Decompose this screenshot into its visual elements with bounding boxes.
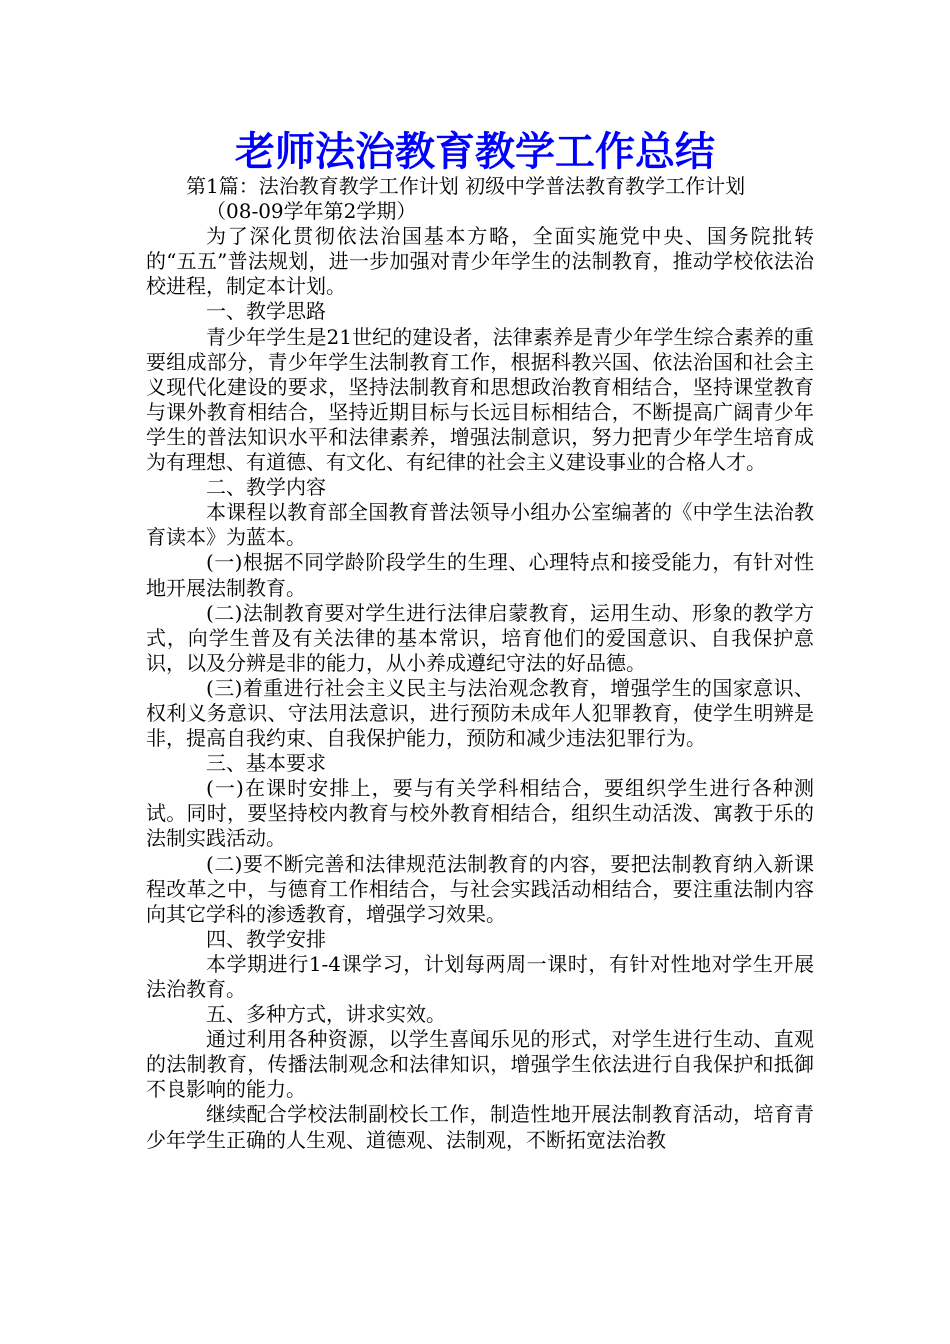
paragraph: 五、多种方式，讲求实效。 <box>206 1002 446 1027</box>
paragraph: 青少年学生是21世纪的建设者，法律素养是青少年学生综合素养的重要组成部分，青少年学生法制教育工作，根据科教兴国、依法治国和社会主义现代化建设的要求，坚持法制教育和思想政治教育相结合，坚持课堂教育与课外教育相结合，坚持近期目标与长远目标相结合，不断提高广阔青少年学生的普法知识水平和法律素养，增强法制意识，努力把青少年学生培育成为有理想、有道德、有文化、有纪律的社会主义建设事业的合格人才。 <box>146 324 814 475</box>
paragraph: (三)着重进行社会主义民主与法治观念教育，增强学生的国家意识、权利义务意识、守法用法意识，进行预防未成年人犯罪教育，使学生明辨是非，提高自我约束、自我保护能力，预防和减少违法犯罪行为。 <box>146 675 814 751</box>
document-title: 老师法治教育教学工作总结 <box>235 129 715 175</box>
paragraph: (二)法制教育要对学生进行法律启蒙教育，运用生动、形象的教学方式，向学生普及有关法律的基本常识，培育他们的爱国意识、自我保护意识，以及分辨是非的能力，从小养成遵纪守法的好品德。 <box>146 600 814 675</box>
paragraph: (一)根据不同学龄阶段学生的生理、心理特点和接受能力，有针对性地开展法制教育。 <box>146 550 814 600</box>
paragraph: 二、教学内容 <box>206 475 326 500</box>
paragraph: （08-09学年第2学期） <box>206 199 417 224</box>
paragraph: 三、基本要求 <box>206 751 326 776</box>
paragraph: 一、教学思路 <box>206 299 326 324</box>
document-body <box>146 174 814 1153</box>
paragraph: 本课程以教育部全国教育普法领导小组办公室编著的《中学生法治教育读本》为蓝本。 <box>146 500 814 550</box>
paragraph: (一)在课时安排上，要与有关学科相结合，要组织学生进行各种测试。同时，要坚持校内教育与校外教育相结合，组织生动活泼、寓教于乐的法制实践活动。 <box>146 776 814 851</box>
paragraph: 本学期进行1-4课学习，计划每两周一课时，有针对性地对学生开展法治教育。 <box>146 951 814 1001</box>
paragraph: 四、教学安排 <box>206 926 326 951</box>
paragraph: (二)要不断完善和法律规范法制教育的内容，要把法制教育纳入新课程改革之中，与德育工作相结合，与社会实践活动相结合，要注重法制内容向其它学科的渗透教育，增强学习效果。 <box>146 851 814 926</box>
paragraph: 通过利用各种资源，以学生喜闻乐见的形式，对学生进行生动、直观的法制教育，传播法制观念和法律知识，增强学生依法进行自我保护和抵御不良影响的能力。 <box>146 1027 814 1102</box>
paragraph: 继续配合学校法制副校长工作，制造性地开展法制教育活动，培育青少年学生正确的人生观、道德观、法制观，不断拓宽法治教 <box>146 1102 814 1152</box>
paragraph: 为了深化贯彻依法治国基本方略，全面实施党中央、国务院批转的“五五”普法规划，进一步加强对青少年学生的法制教育，推动学校依法治校进程，制定本计划。 <box>146 224 814 299</box>
paragraph: 第1篇：法治教育教学工作计划 初级中学普法教育教学工作计划 <box>186 174 746 198</box>
